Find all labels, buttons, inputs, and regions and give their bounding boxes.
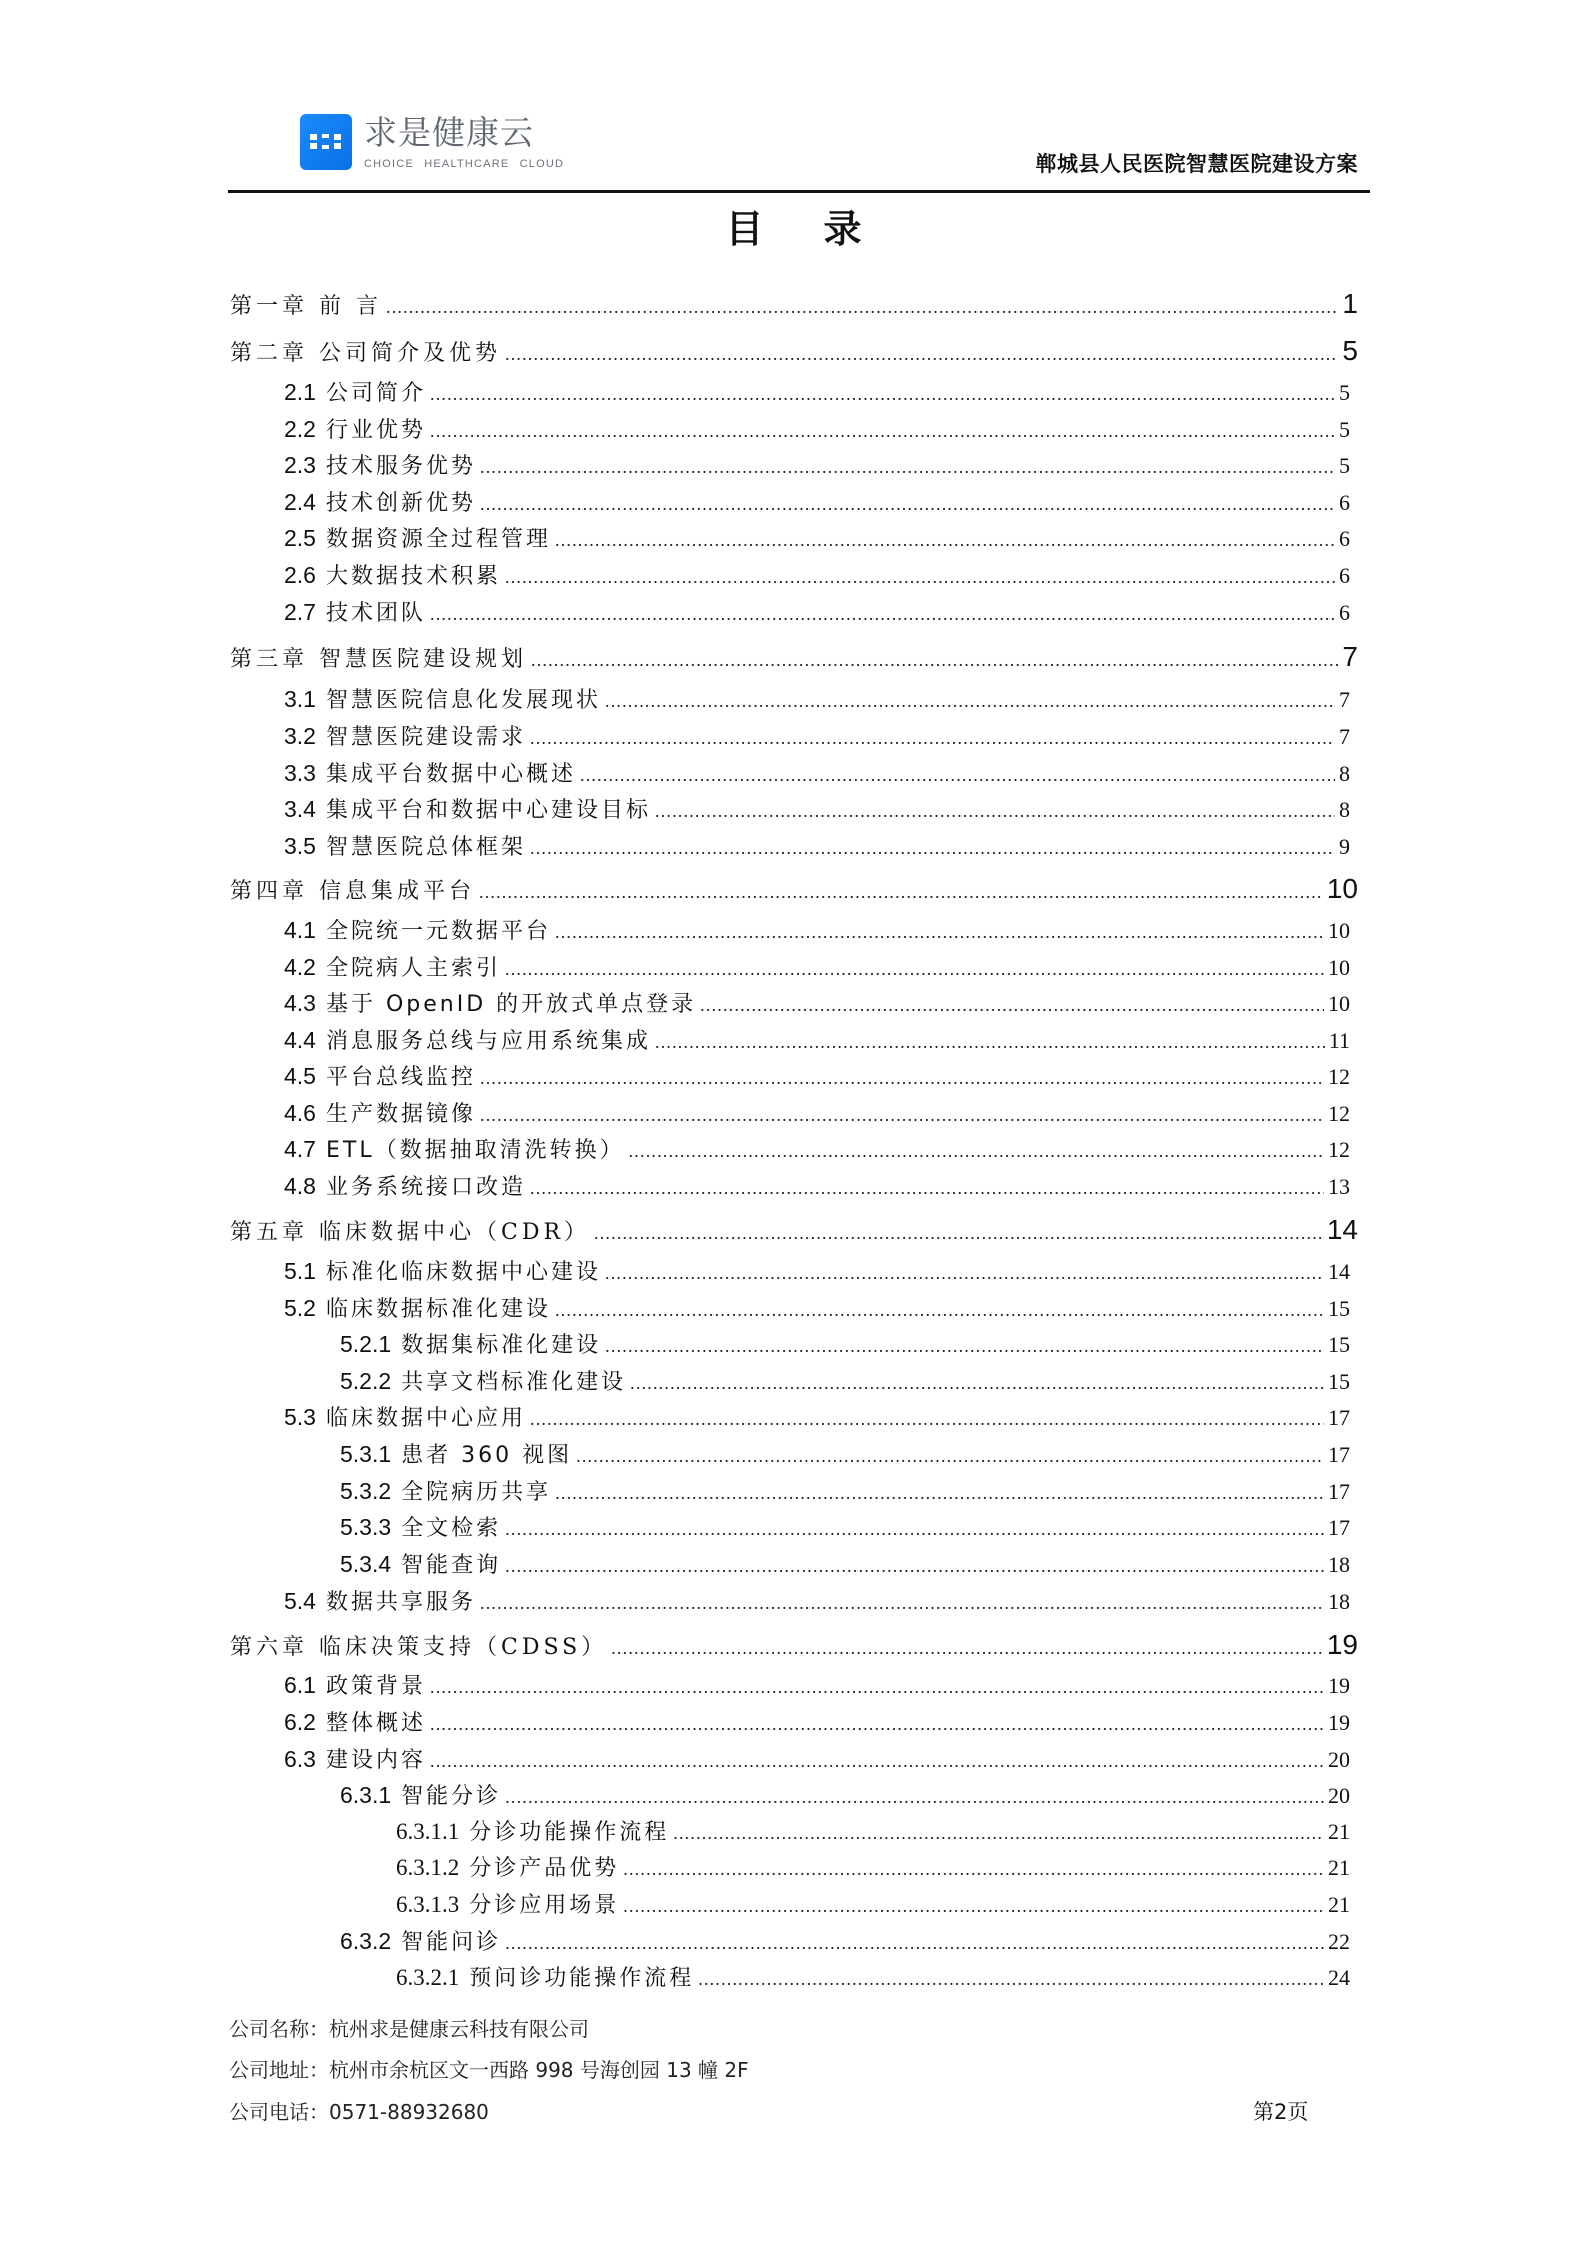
toc-entry-page: 8 (1339, 797, 1350, 822)
toc-entry-page: 24 (1328, 1965, 1350, 1990)
toc-entry[interactable] (340, 1475, 1350, 1507)
toc-entry-label: 消息服务总线与应用系统集成 (325, 1029, 651, 1054)
toc-dot-leader (505, 1513, 1324, 1545)
toc-entry[interactable] (340, 1548, 1350, 1580)
toc-entry-number: 6.1 (284, 1672, 316, 1698)
toc-entry-number: 2.2 (284, 416, 316, 442)
toc-entry-page: 21 (1328, 1855, 1350, 1880)
toc-dot-leader (655, 795, 1335, 827)
toc-entry-page: 5 (1342, 335, 1358, 366)
toc-dot-leader (580, 759, 1335, 791)
toc-entry-number: 6.3.2 (340, 1928, 392, 1954)
toc-entry-number: 5.3.2 (340, 1478, 392, 1504)
toc-dot-leader (673, 1817, 1324, 1849)
toc-entry-number: 4.7 (284, 1136, 316, 1162)
toc-dot-leader (430, 1745, 1324, 1777)
toc-entry-number: 6.3.1.3 (396, 1892, 460, 1917)
toc-entry-number: 5.2 (284, 1295, 316, 1321)
toc-entry-label: 共享文档标准化建设 (401, 1370, 627, 1395)
toc-entry-page: 10 (1328, 955, 1350, 980)
toc-entry-number: 6.3.2.1 (396, 1965, 460, 1990)
toc-entry[interactable] (230, 873, 1358, 905)
toc-entry-page: 13 (1328, 1174, 1350, 1199)
toc-dot-leader (480, 451, 1335, 483)
toc-entry-label: 建设内容 (325, 1748, 426, 1773)
toc-dot-leader (605, 685, 1335, 717)
toc-dot-leader (623, 1853, 1324, 1885)
toc-entry-number: 5.1 (284, 1258, 316, 1284)
toc-entry-label: 全院病历共享 (401, 1480, 552, 1505)
toc-entry-page: 10 (1328, 991, 1350, 1016)
toc-entry-number: 2.7 (284, 599, 316, 625)
toc-entry-page: 21 (1328, 1819, 1350, 1844)
footer-company-address: 公司地址：杭州市余杭区文一西路 998 号海创园 13 幢 2F (229, 2058, 749, 2082)
toc-entry[interactable] (340, 1779, 1350, 1811)
toc-entry-page: 12 (1328, 1064, 1350, 1089)
document-header-title: 郸城县人民医院智慧医院建设方案 (1035, 152, 1358, 176)
toc-entry-number: 5.4 (284, 1588, 316, 1614)
header-divider (228, 190, 1370, 193)
toc-entry-number: 5.3.3 (340, 1514, 392, 1540)
toc-entry-label: 智慧医院建设需求 (325, 725, 526, 750)
toc-dot-leader (629, 1135, 1324, 1167)
toc-entry[interactable] (284, 1292, 1350, 1324)
toc-entry-number: 5.3 (284, 1404, 316, 1430)
toc-entry-page: 18 (1328, 1589, 1350, 1614)
toc-entry-page: 5 (1339, 453, 1350, 478)
toc-entry[interactable] (230, 641, 1358, 673)
toc-dot-leader (555, 1477, 1324, 1509)
toc-entry-page: 12 (1328, 1101, 1350, 1126)
toc-dot-leader (479, 876, 1323, 908)
toc-entry-label: 预问诊功能操作流程 (469, 1966, 695, 1991)
toc-entry-label: 智能分诊 (401, 1784, 502, 1809)
toc-dot-leader (700, 989, 1324, 1021)
toc-entry-label: 第二章 公司简介及优势 (230, 341, 501, 366)
toc-entry-page: 18 (1328, 1552, 1350, 1577)
toc-entry-number: 4.2 (284, 954, 316, 980)
toc-entry[interactable] (284, 559, 1350, 591)
toc-entry-number: 6.3.1.1 (396, 1819, 460, 1844)
page-number: 第2页 (1253, 2100, 1309, 2124)
toc-entry-label: 智慧医院信息化发展现状 (325, 688, 601, 713)
toc-entry-page: 15 (1328, 1332, 1350, 1357)
toc-entry-number: 4.3 (284, 990, 316, 1016)
toc-entry[interactable] (284, 522, 1350, 554)
toc-entry-page: 8 (1339, 761, 1350, 786)
toc-entry-number: 4.8 (284, 1173, 316, 1199)
toc-dot-leader (530, 1403, 1324, 1435)
toc-entry-label: 标准化临床数据中心建设 (325, 1260, 601, 1285)
toc-entry-page: 6 (1339, 600, 1350, 625)
toc-entry-page: 19 (1328, 1710, 1350, 1735)
toc-entry-number: 3.3 (284, 760, 316, 786)
toc-entry-label: 公司简介 (325, 381, 426, 406)
toc-entry-label: 智能问诊 (401, 1930, 502, 1955)
toc-entry[interactable] (284, 1743, 1350, 1775)
toc-entry-page: 17 (1328, 1405, 1350, 1430)
toc-entry-page: 15 (1328, 1369, 1350, 1394)
toc-entry-page: 1 (1342, 288, 1358, 319)
toc-entry-number: 2.6 (284, 562, 316, 588)
toc-entry-label: 全文检索 (401, 1516, 502, 1541)
toc-entry-page: 12 (1328, 1137, 1350, 1162)
toc-entry-label: 技术团队 (325, 601, 426, 626)
toc-entry-page: 6 (1339, 526, 1350, 551)
toc-entry-label: 分诊应用场景 (469, 1893, 620, 1918)
toc-entry-label: 数据共享服务 (325, 1590, 476, 1615)
toc-entry-label: 第六章 临床决策支持（CDSS） (230, 1635, 608, 1660)
toc-entry-page: 21 (1328, 1892, 1350, 1917)
logo-mark-icon (300, 114, 352, 170)
footer-company-name: 公司名称：杭州求是健康云科技有限公司 (229, 2017, 589, 2041)
toc-entry-number: 2.3 (284, 452, 316, 478)
toc-entry[interactable] (284, 376, 1350, 408)
toc-dot-leader (655, 1026, 1325, 1058)
toc-entry-number: 2.5 (284, 525, 316, 551)
toc-dot-leader (623, 1890, 1324, 1922)
toc-dot-leader (576, 1440, 1324, 1472)
toc-entry-label: 智慧医院总体框架 (325, 835, 526, 860)
toc-entry[interactable] (230, 335, 1358, 367)
footer-company-phone: 公司电话：0571-88932680 (229, 2100, 489, 2124)
toc-entry-page: 7 (1342, 641, 1358, 672)
toc-entry-number: 4.4 (284, 1027, 316, 1053)
toc-dot-leader (430, 415, 1335, 447)
toc-entry[interactable] (284, 914, 1350, 946)
toc-entry-number: 2.4 (284, 489, 316, 515)
toc-entry[interactable] (284, 793, 1350, 825)
toc-entry-label: 数据资源全过程管理 (325, 527, 551, 552)
toc-entry-page: 22 (1328, 1929, 1350, 1954)
toc-entry-label: 分诊功能操作流程 (469, 1820, 670, 1845)
toc-entry-number: 5.2.2 (340, 1368, 392, 1394)
toc-entry[interactable] (340, 1438, 1350, 1470)
toc-entry-label: 临床数据标准化建设 (325, 1297, 551, 1322)
toc-entry-label: 第四章 信息集成平台 (230, 879, 475, 904)
toc-entry-number: 4.1 (284, 917, 316, 943)
toc-dot-leader (531, 644, 1338, 676)
toc-entry[interactable] (284, 987, 1350, 1019)
toc-dot-leader (530, 832, 1335, 864)
toc-entry-label: 智能查询 (401, 1553, 502, 1578)
toc-entry[interactable] (284, 683, 1350, 715)
toc-entry-label: 整体概述 (325, 1711, 426, 1736)
toc-dot-leader (605, 1330, 1324, 1362)
toc-entry-label: 第五章 临床数据中心（CDR） (230, 1220, 591, 1245)
toc-entry-number: 6.3.1.2 (396, 1855, 460, 1880)
toc-dot-leader (505, 1550, 1324, 1582)
toc-entry-page: 17 (1328, 1479, 1350, 1504)
toc-entry-number: 4.5 (284, 1063, 316, 1089)
toc-entry[interactable] (284, 1706, 1350, 1738)
toc-entry-number: 6.2 (284, 1709, 316, 1735)
toc-dot-leader (430, 1671, 1324, 1703)
toc-entry[interactable] (284, 1585, 1350, 1617)
toc-entry[interactable] (230, 288, 1358, 320)
toc-entry[interactable] (284, 413, 1350, 445)
toc-entry-label: 第一章 前 言 (230, 294, 382, 319)
toc-entry-page: 9 (1339, 834, 1350, 859)
logo-english-name: CHOICE HEALTHCARE CLOUD (364, 158, 565, 170)
toc-entry-label: 政策背景 (325, 1674, 426, 1699)
toc-entry[interactable] (396, 1852, 1350, 1884)
toc-dot-leader (505, 1781, 1324, 1813)
toc-entry-label: 患者 360 视图 (401, 1443, 573, 1468)
toc-entry-page: 14 (1328, 1259, 1350, 1284)
toc-entry-page: 6 (1339, 563, 1350, 588)
toc-entry[interactable] (396, 1889, 1350, 1921)
toc-dot-leader (505, 338, 1338, 370)
toc-entry-label: 分诊产品优势 (469, 1856, 620, 1881)
toc-dot-leader (594, 1217, 1323, 1249)
toc-entry-page: 6 (1339, 490, 1350, 515)
toc-entry[interactable] (284, 830, 1350, 862)
toc-entry-label: 全院统一元数据平台 (325, 919, 551, 944)
toc-entry[interactable] (340, 1365, 1350, 1397)
toc-entry-page: 17 (1328, 1515, 1350, 1540)
toc-entry-page: 17 (1328, 1442, 1350, 1467)
toc-entry-label: 数据集标准化建设 (401, 1333, 602, 1358)
toc-entry-label: 行业优势 (325, 418, 426, 443)
toc-entry[interactable] (284, 1255, 1350, 1287)
toc-entry-number: 6.3 (284, 1746, 316, 1772)
toc-entry[interactable] (340, 1328, 1350, 1360)
toc-entry-number: 2.1 (284, 379, 316, 405)
toc-heading: 目录 (725, 206, 922, 251)
toc-entry-label: 生产数据镜像 (325, 1102, 476, 1127)
toc-entry-number: 3.5 (284, 833, 316, 859)
toc-dot-leader (530, 722, 1335, 754)
toc-entry-label: 大数据技术积累 (325, 564, 501, 589)
toc-dot-leader (505, 561, 1335, 593)
toc-entry-page: 20 (1328, 1747, 1350, 1772)
toc-entry[interactable] (284, 449, 1350, 481)
toc-entry-number: 5.2.1 (340, 1331, 392, 1357)
toc-entry[interactable] (284, 596, 1350, 628)
toc-entry-label: 基于 OpenID 的开放式单点登录 (325, 992, 697, 1017)
toc-entry-number: 5.3.1 (340, 1441, 392, 1467)
toc-dot-leader (698, 1963, 1324, 1995)
toc-dot-leader (611, 1632, 1323, 1664)
toc-entry[interactable] (340, 1511, 1350, 1543)
toc-dot-leader (555, 524, 1335, 556)
toc-entry[interactable] (284, 1097, 1350, 1129)
toc-entry-page: 14 (1326, 1214, 1358, 1245)
toc-entry-label: 平台总线监控 (325, 1065, 476, 1090)
toc-entry-page: 10 (1326, 873, 1358, 904)
toc-entry-page: 5 (1339, 380, 1350, 405)
toc-entry[interactable] (284, 951, 1350, 983)
toc-entry[interactable] (284, 1401, 1350, 1433)
toc-entry-number: 3.2 (284, 723, 316, 749)
toc-entry[interactable] (230, 1214, 1358, 1246)
logo-chinese-name: 求是健康云 (364, 113, 534, 152)
toc-entry-page: 19 (1328, 1673, 1350, 1698)
toc-entry-label: 业务系统接口改造 (325, 1175, 526, 1200)
toc-entry-label: 技术服务优势 (325, 454, 476, 479)
toc-entry-number: 5.3.4 (340, 1551, 392, 1577)
toc-dot-leader (530, 1172, 1324, 1204)
toc-dot-leader (505, 953, 1324, 985)
toc-entry[interactable] (396, 1816, 1350, 1848)
toc-entry-page: 10 (1328, 918, 1350, 943)
toc-dot-leader (430, 1708, 1324, 1740)
toc-entry[interactable] (230, 1629, 1358, 1661)
toc-entry-label: 临床数据中心应用 (325, 1406, 526, 1431)
toc-entry-page: 7 (1339, 724, 1350, 749)
toc-entry-label: 技术创新优势 (325, 491, 476, 516)
toc-entry-page: 11 (1328, 1028, 1350, 1053)
toc-entry-page: 5 (1339, 417, 1350, 442)
toc-dot-leader (480, 1062, 1324, 1094)
toc-entry[interactable] (284, 757, 1350, 789)
toc-entry-number: 3.4 (284, 796, 316, 822)
toc-dot-leader (555, 916, 1324, 948)
toc-dot-leader (386, 291, 1338, 323)
toc-entry-page: 7 (1339, 687, 1350, 712)
toc-entry-label: 集成平台数据中心概述 (325, 762, 576, 787)
toc-entry-label: ETL（数据抽取清洗转换） (325, 1138, 625, 1163)
toc-entry-label: 第三章 智慧医院建设规划 (230, 647, 527, 672)
toc-entry[interactable] (284, 1133, 1350, 1165)
toc-entry-page: 20 (1328, 1783, 1350, 1808)
toc-entry[interactable] (284, 1060, 1350, 1092)
toc-dot-leader (605, 1257, 1324, 1289)
toc-entry[interactable] (284, 486, 1350, 518)
toc-entry-page: 15 (1328, 1296, 1350, 1321)
toc-dot-leader (480, 488, 1335, 520)
toc-entry[interactable] (284, 1170, 1350, 1202)
company-logo (300, 114, 564, 170)
toc-entry-page: 19 (1326, 1629, 1358, 1660)
toc-dot-leader (480, 1587, 1324, 1619)
toc-entry[interactable] (284, 1024, 1350, 1056)
toc-entry[interactable] (396, 1962, 1350, 1994)
toc-entry[interactable] (284, 1669, 1350, 1701)
toc-entry-label: 全院病人主索引 (325, 956, 501, 981)
toc-dot-leader (555, 1294, 1324, 1326)
toc-entry[interactable] (340, 1925, 1350, 1957)
toc-entry-number: 3.1 (284, 686, 316, 712)
toc-dot-leader (430, 598, 1335, 630)
toc-dot-leader (480, 1099, 1324, 1131)
toc-entry-label: 集成平台和数据中心建设目标 (325, 798, 651, 823)
toc-dot-leader (630, 1367, 1324, 1399)
toc-entry-number: 6.3.1 (340, 1782, 392, 1808)
toc-dot-leader (505, 1927, 1324, 1959)
toc-dot-leader (430, 378, 1335, 410)
toc-entry-number: 4.6 (284, 1100, 316, 1126)
toc-entry[interactable] (284, 720, 1350, 752)
